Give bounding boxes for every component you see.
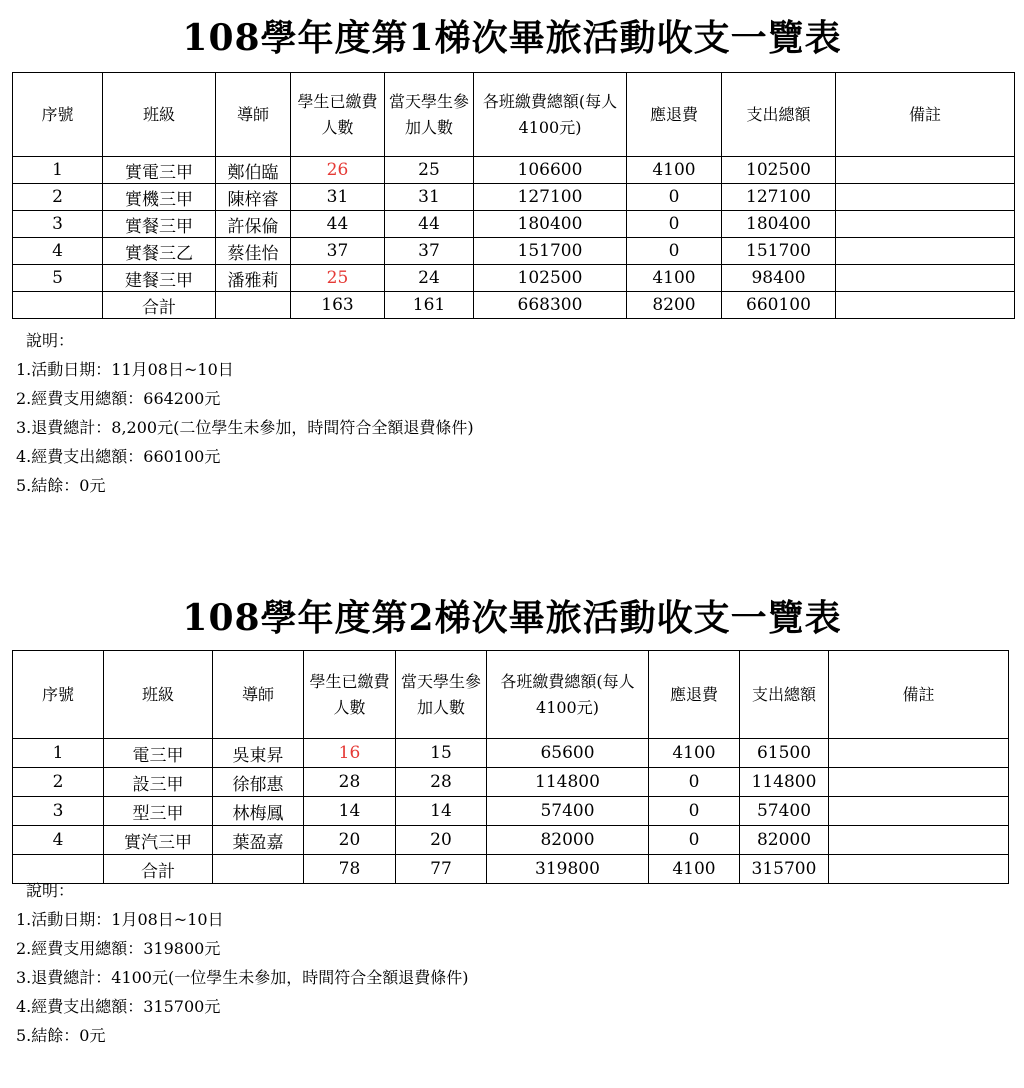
cell-class: 實餐三乙 <box>103 238 216 265</box>
cell-remark <box>829 797 1009 826</box>
cell-class: 實機三甲 <box>103 184 216 211</box>
table-row <box>13 739 1009 768</box>
trip1-title: 108學年度第1梯次畢旅活動收支一覽表 <box>182 17 842 59</box>
total-label: 合計 <box>103 292 216 319</box>
total-row <box>13 292 1015 319</box>
cell-refund: 4100 <box>649 739 740 768</box>
cell-expense: 180400 <box>722 211 836 238</box>
cell-attended: 20 <box>396 826 487 855</box>
cell-teacher: 許保倫 <box>216 211 291 238</box>
cell-teacher: 鄭伯臨 <box>216 157 291 184</box>
cell-teacher: 葉盈嘉 <box>213 826 304 855</box>
total-fees: 319800 <box>487 855 649 884</box>
cell-class: 實汽三甲 <box>104 826 213 855</box>
total-expense: 660100 <box>722 292 836 319</box>
table-row <box>13 238 1015 265</box>
cell-seq: 5 <box>13 265 103 292</box>
cell-attended: 15 <box>396 739 487 768</box>
trip2-title: 108學年度第2梯次畢旅活動收支一覽表 <box>182 597 842 639</box>
cell-refund: 4100 <box>627 157 722 184</box>
cell-fees: 82000 <box>487 826 649 855</box>
cell-paid: 25 <box>291 265 385 292</box>
cell-class: 設三甲 <box>104 768 213 797</box>
cell-expense: 82000 <box>740 826 829 855</box>
note-item: 1.活動日期：1月08日~10日 <box>16 910 224 929</box>
total-refund: 4100 <box>649 855 740 884</box>
header-class: 班級 <box>103 73 216 157</box>
cell-expense: 151700 <box>722 238 836 265</box>
cell-attended: 25 <box>385 157 474 184</box>
cell-attended: 37 <box>385 238 474 265</box>
cell-refund: 4100 <box>627 265 722 292</box>
cell-fees: 127100 <box>474 184 627 211</box>
total-remark <box>829 855 1009 884</box>
cell-refund: 0 <box>627 211 722 238</box>
cell-fees: 114800 <box>487 768 649 797</box>
cell-remark <box>836 184 1015 211</box>
cell-fees: 106600 <box>474 157 627 184</box>
header-seq: 序號 <box>13 651 104 739</box>
trip1-header-row <box>13 73 1015 157</box>
cell-attended: 31 <box>385 184 474 211</box>
cell-paid: 20 <box>304 826 396 855</box>
total-refund: 8200 <box>627 292 722 319</box>
cell-remark <box>836 211 1015 238</box>
note-item: 3.退費總計：8,200元(二位學生未參加，時間符合全額退費條件) <box>16 418 474 437</box>
header-attended: 當天學生參加人數 <box>385 73 474 157</box>
total-attended: 77 <box>396 855 487 884</box>
cell-seq: 3 <box>13 211 103 238</box>
cell-seq: 4 <box>13 826 104 855</box>
header-teacher: 導師 <box>213 651 304 739</box>
cell-paid: 28 <box>304 768 396 797</box>
cell-refund: 0 <box>649 768 740 797</box>
cell-seq-empty <box>13 292 103 319</box>
cell-expense: 98400 <box>722 265 836 292</box>
cell-teacher: 陳梓睿 <box>216 184 291 211</box>
cell-teacher: 徐郁惠 <box>213 768 304 797</box>
table-row <box>13 797 1009 826</box>
cell-paid: 14 <box>304 797 396 826</box>
cell-remark <box>836 157 1015 184</box>
cell-fees: 57400 <box>487 797 649 826</box>
cell-refund: 0 <box>627 238 722 265</box>
header-fees: 各班繳費總額(每人4100元) <box>487 651 649 739</box>
cell-expense: 61500 <box>740 739 829 768</box>
cell-expense: 57400 <box>740 797 829 826</box>
cell-class: 電三甲 <box>104 739 213 768</box>
note-item: 2.經費支用總額：319800元 <box>16 939 221 958</box>
total-paid: 163 <box>291 292 385 319</box>
header-paid: 學生已繳費人數 <box>304 651 396 739</box>
header-fees: 各班繳費總額(每人4100元) <box>474 73 627 157</box>
table-row <box>13 184 1015 211</box>
table-row <box>13 768 1009 797</box>
header-attended: 當天學生參加人數 <box>396 651 487 739</box>
note-item: 1.活動日期：11月08日~10日 <box>16 360 234 379</box>
cell-teacher: 潘雅莉 <box>216 265 291 292</box>
cell-attended: 14 <box>396 797 487 826</box>
cell-refund: 0 <box>627 184 722 211</box>
cell-seq: 1 <box>13 157 103 184</box>
note-item: 5.結餘：0元 <box>16 1026 106 1045</box>
cell-paid: 37 <box>291 238 385 265</box>
cell-expense: 127100 <box>722 184 836 211</box>
total-attended: 161 <box>385 292 474 319</box>
cell-class: 實電三甲 <box>103 157 216 184</box>
note-item: 4.經費支出總額：315700元 <box>16 997 221 1016</box>
note-item: 2.經費支用總額：664200元 <box>16 389 221 408</box>
header-teacher: 導師 <box>216 73 291 157</box>
total-paid: 78 <box>304 855 396 884</box>
cell-fees: 102500 <box>474 265 627 292</box>
total-fees: 668300 <box>474 292 627 319</box>
cell-fees: 180400 <box>474 211 627 238</box>
trip1-table <box>12 72 1015 319</box>
header-refund: 應退費 <box>627 73 722 157</box>
cell-teacher: 吳東昇 <box>213 739 304 768</box>
cell-class: 實餐三甲 <box>103 211 216 238</box>
cell-paid: 16 <box>304 739 396 768</box>
note-item: 5.結餘：0元 <box>16 476 106 495</box>
cell-refund: 0 <box>649 826 740 855</box>
cell-remark <box>836 238 1015 265</box>
cell-remark <box>829 739 1009 768</box>
cell-expense: 102500 <box>722 157 836 184</box>
header-seq: 序號 <box>13 73 103 157</box>
cell-remark <box>836 265 1015 292</box>
cell-remark <box>829 826 1009 855</box>
notes-heading: 說明： <box>26 331 75 350</box>
cell-attended: 44 <box>385 211 474 238</box>
table-row <box>13 826 1009 855</box>
header-paid: 學生已繳費人數 <box>291 73 385 157</box>
total-label: 合計 <box>104 855 213 884</box>
header-remark: 備註 <box>829 651 1009 739</box>
cell-remark <box>829 768 1009 797</box>
cell-attended: 28 <box>396 768 487 797</box>
trip1-notes <box>16 326 474 500</box>
cell-seq: 2 <box>13 184 103 211</box>
cell-class: 建餐三甲 <box>103 265 216 292</box>
cell-fees: 65600 <box>487 739 649 768</box>
header-remark: 備註 <box>836 73 1015 157</box>
cell-teacher: 蔡佳怡 <box>216 238 291 265</box>
header-class: 班級 <box>104 651 213 739</box>
cell-paid: 26 <box>291 157 385 184</box>
notes-heading: 說明： <box>26 881 75 900</box>
total-expense: 315700 <box>740 855 829 884</box>
note-item: 3.退費總計：4100元(一位學生未參加，時間符合全額退費條件) <box>16 968 469 987</box>
cell-paid: 31 <box>291 184 385 211</box>
cell-fees: 151700 <box>474 238 627 265</box>
cell-expense: 114800 <box>740 768 829 797</box>
header-expense: 支出總額 <box>740 651 829 739</box>
cell-seq: 2 <box>13 768 104 797</box>
trip2-header-row <box>13 651 1009 739</box>
table-row <box>13 265 1015 292</box>
note-item: 4.經費支出總額：660100元 <box>16 447 221 466</box>
cell-seq: 4 <box>13 238 103 265</box>
total-remark <box>836 292 1015 319</box>
cell-teacher: 林梅鳳 <box>213 797 304 826</box>
cell-attended: 24 <box>385 265 474 292</box>
cell-paid: 44 <box>291 211 385 238</box>
cell-teacher-empty <box>216 292 291 319</box>
table-row <box>13 211 1015 238</box>
cell-refund: 0 <box>649 797 740 826</box>
table-row <box>13 157 1015 184</box>
header-expense: 支出總額 <box>722 73 836 157</box>
cell-class: 型三甲 <box>104 797 213 826</box>
trip2-notes <box>16 876 468 1050</box>
cell-seq: 1 <box>13 739 104 768</box>
trip2-table <box>12 650 1009 884</box>
cell-seq: 3 <box>13 797 104 826</box>
header-refund: 應退費 <box>649 651 740 739</box>
